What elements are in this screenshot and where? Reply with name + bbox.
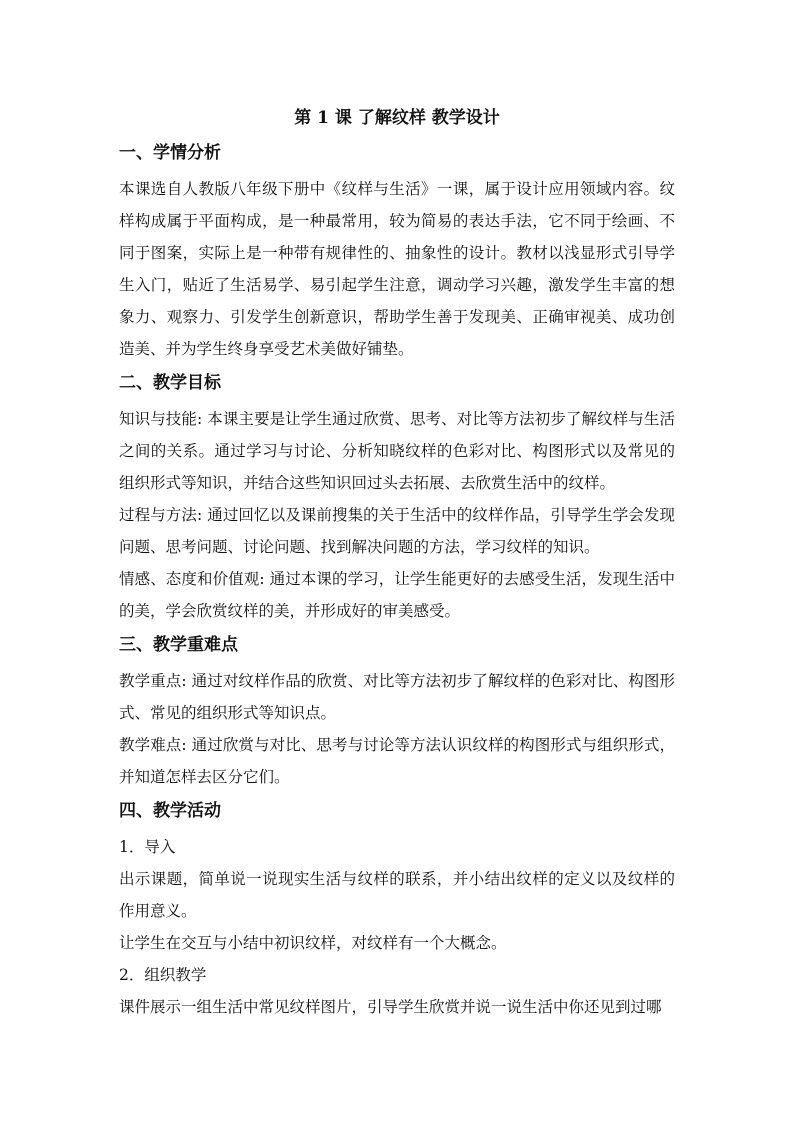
section-heading-key-points: 三、教学重难点 (119, 635, 238, 655)
document-body (119, 103, 675, 1023)
paragraph: 情感、态度和价值观: 通过本课的学习，让学生能更好的去感受生活，发现生活中的美，学会欣赏纹样的美，并形成好的审美感受。 (119, 570, 675, 620)
activity-step-heading: 1．导入 (119, 838, 176, 856)
paragraph: 本课选自人教版八年级下册中《纹样与生活》一课，属于设计应用领域内容。纹样构成属于平面构成，是一种最常用，较为简易的表达手法，它不同于绘画、不同于图案，实际上是一种带有规律性的、抽象性的设计。教材以浅显形式引导学生入门，贴近了生活易学、易引起学生注意，调动学习兴趣，激发学生丰富的想象力、观察力、引发学生创新意识，帮助学生善于发现美、正确审视美、成功创造美、并为学生终身享受艺术美做好铺垫。 (119, 180, 675, 358)
section-heading-analysis: 一、学情分析 (119, 143, 221, 163)
section-heading-activities: 四、教学活动 (119, 801, 221, 821)
section-heading-objectives: 二、教学目标 (119, 373, 221, 393)
paragraph: 知识与技能: 本课主要是让学生通过欣赏、思考、对比等方法初步了解纹样与生活之间的关系。通过学习与讨论、分析知晓纹样的色彩对比、构图形式以及常见的组织形式等知识，并结合这些知识回过头去拓展、去欣赏生活中的纹样。 (119, 410, 675, 492)
paragraph: 课件展示一组生活中常见纹样图片，引导学生欣赏并说一说生活中你还见到过哪 (119, 998, 662, 1016)
activity-step-heading: 2．组织教学 (119, 966, 207, 984)
paragraph: 让学生在交互与小结中初识纹样，对纹样有一个大概念。 (119, 934, 507, 952)
document-title: 第 1 课 了解纹样 教学设计 (294, 108, 500, 128)
paragraph: 教学重点: 通过对纹样作品的欣赏、对比等方法初步了解纹样的色彩对比、构图形式、常见的组织形式等知识点。 (119, 672, 675, 722)
paragraph: 教学难点: 通过欣赏与对比、思考与讨论等方法认识纹样的构图形式与组织形式，并知道怎样去区分它们。 (119, 736, 675, 786)
paragraph: 出示课题，简单说一说现实生活与纹样的联系，并小结出纹样的定义以及纹样的作用意义。 (119, 870, 675, 920)
paragraph: 过程与方法: 通过回忆以及课前搜集的关于生活中的纹样作品，引导学生学会发现问题、思考问题、讨论问题、找到解决问题的方法，学习纹样的知识。 (119, 506, 675, 556)
